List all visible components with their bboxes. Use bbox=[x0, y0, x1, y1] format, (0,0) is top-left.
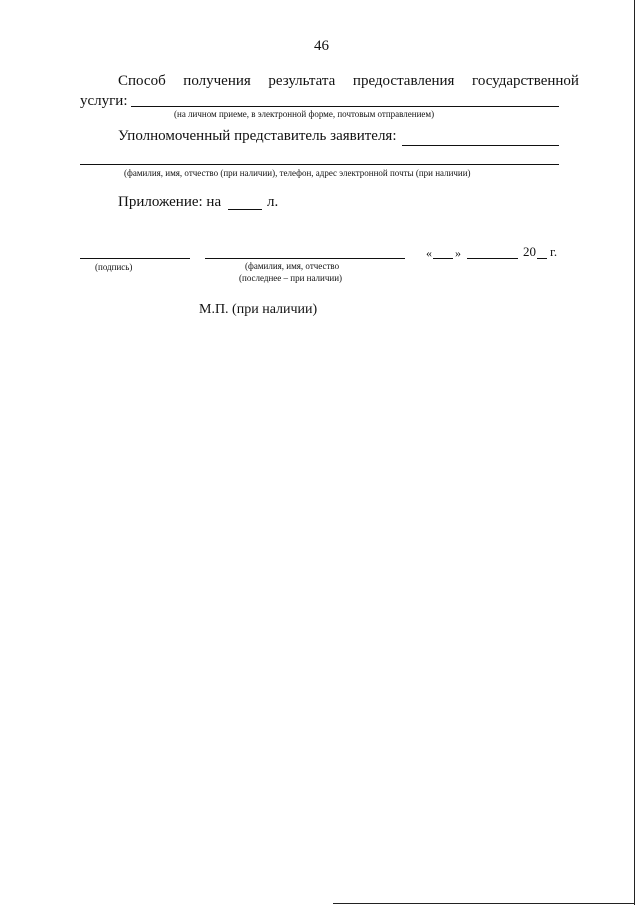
scan-edge-right bbox=[634, 0, 635, 905]
date-day-blank bbox=[433, 258, 453, 259]
date-open-quote: « bbox=[426, 246, 432, 260]
method-word: результата bbox=[268, 73, 336, 89]
attachment-label: Приложение: на bbox=[118, 194, 222, 210]
representative-hint: (фамилия, имя, отчество (при наличии), телефон, адрес электронной почты (при наличии) bbox=[124, 168, 471, 178]
method-blank-line bbox=[131, 106, 559, 107]
name-hint-line2: (последнее – при наличии) bbox=[239, 273, 343, 283]
attachment-suffix: л. bbox=[267, 194, 279, 210]
representative-blank-line-1 bbox=[402, 145, 559, 146]
method-word: государственной bbox=[472, 73, 579, 89]
name-hint-line1: (фамилия, имя, отчество bbox=[245, 261, 340, 271]
scan-edge-bottom bbox=[333, 903, 634, 904]
signature-hint: (подпись) bbox=[95, 262, 133, 272]
representative-label: Уполномоченный представитель заявителя: bbox=[118, 128, 397, 144]
date-year-blank bbox=[537, 258, 547, 259]
date-close-quote: » bbox=[455, 246, 461, 260]
stamp-label: М.П. (при наличии) bbox=[199, 302, 318, 317]
page-number: 46 bbox=[314, 38, 329, 54]
method-word: предоставления bbox=[352, 73, 455, 89]
attachment-pages-blank bbox=[228, 209, 262, 210]
name-line bbox=[205, 258, 405, 259]
method-text-line1 bbox=[118, 73, 579, 90]
method-word: получения bbox=[183, 73, 251, 89]
signature-line bbox=[80, 258, 190, 259]
method-hint: (на личном приеме, в электронной форме, почтовым отправлением) bbox=[174, 109, 435, 119]
date-year-suffix: г. bbox=[550, 244, 558, 259]
method-text-line2: услуги: bbox=[80, 93, 128, 109]
date-month-blank bbox=[467, 258, 518, 259]
method-word: Способ bbox=[118, 73, 166, 89]
representative-blank-line-2 bbox=[80, 164, 559, 165]
date-year-prefix: 20 bbox=[523, 244, 536, 259]
